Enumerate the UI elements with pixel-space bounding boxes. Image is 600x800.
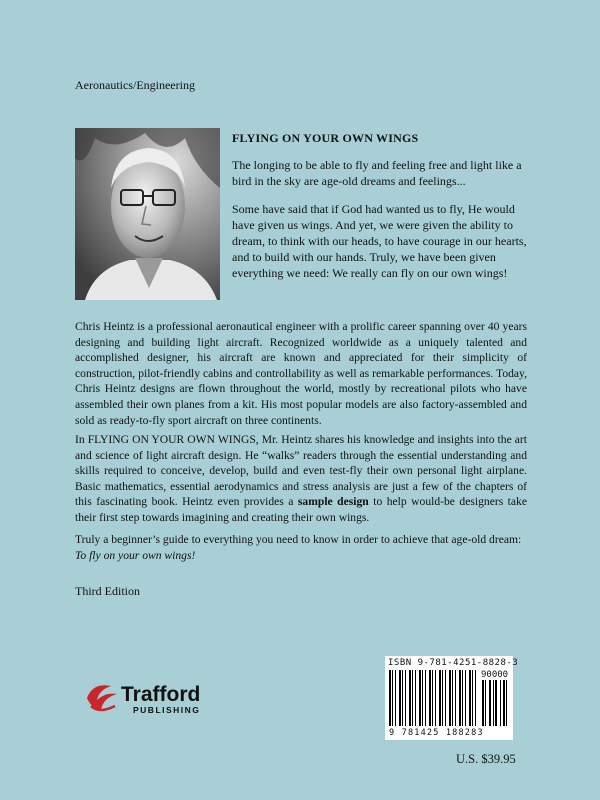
summary-text-2: to help would-be designers take their first step towards imagining and creating their own wings. (75, 495, 527, 524)
closing-text: Truly a beginner’s guide to everything you need to know in order to achieve that age-old dream: (75, 533, 522, 546)
bio-paragraph: Chris Heintz is a professional aeronautical engineer with a prolific career spanning over 40 years designing and building light aircraft. Recognized worldwide as a uniquely talented and accomplished designer, his aircraft are known and appreciated for their simplicity of construction, pilot-friendly cabins and controllability as well as remarkable performances. Today, Chris Heintz designs are flown throughout the world, mostly by recreational pilots who have assembled their own planes from a kit. His most popular models are also factory-assembled and sold as ready-to-fly sport aircraft on three continents. (75, 320, 527, 427)
book-summary (75, 432, 527, 526)
book-title: FLYING ON YOUR OWN WINGS (232, 131, 419, 145)
category-label: Aeronautics/Engineering (75, 78, 195, 92)
summary-paragraph (75, 432, 527, 526)
intro-column (232, 130, 532, 293)
publisher-subtitle: PUBLISHING (133, 705, 201, 715)
isbn-top-text: ISBN 9-781-4251-8828-3 (388, 658, 519, 668)
closing-statement (75, 532, 527, 563)
edition-label: Third Edition (75, 584, 140, 598)
publisher-logo (85, 676, 235, 718)
publisher-name: Trafford (121, 683, 201, 706)
author-photo (75, 128, 220, 300)
summary-text-1: In FLYING ON YOUR OWN WINGS, Mr. Heintz shares his knowledge and insights into the art and science of light aircraft design. He “walks” readers through the essential understanding and skills required to conceive, develop, build and even test-fly their own personal light airplane. Basic mathematics, essential aerodynamics and stress analysis are just a few of the chapters of this fascinating book. Heintz even provides a (75, 433, 527, 509)
book-price: U.S. $39.95 (456, 752, 516, 766)
summary-bold-text: sample design (297, 495, 369, 509)
intro-paragraph-1: The longing to be able to fly and feeling free and light like a bird in the sky are age-old dreams and feelings... (232, 158, 522, 188)
closing-italic-text: To fly on your own wings! (75, 548, 196, 562)
price-code-text: 90000 (481, 670, 509, 680)
author-bio (75, 319, 527, 428)
intro-paragraph-2: Some have said that if God had wanted us to fly, He would have given us wings. And yet, we were given the ability to dream, to think with our heads, to have courage in our hearts, and to build with our hands. Truly, we have been given everything we need: We really can fly on our own wings! (232, 202, 527, 280)
isbn-bottom-text: 9 781425 188283 (389, 728, 484, 738)
